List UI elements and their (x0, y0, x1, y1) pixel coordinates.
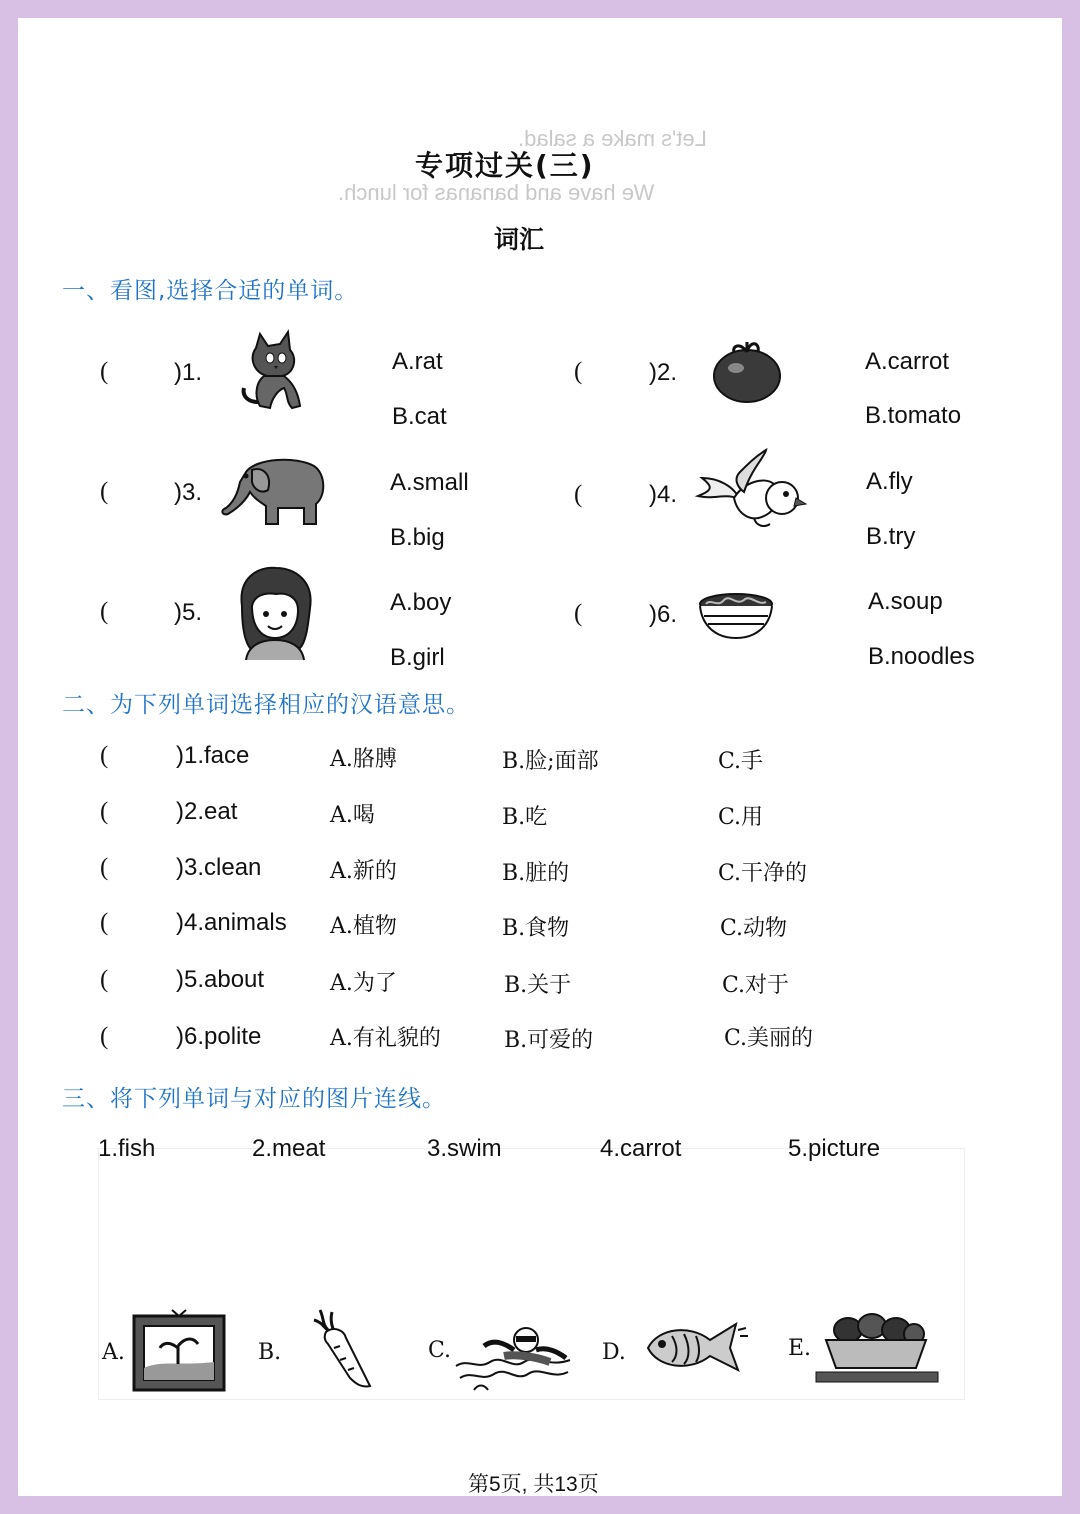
option-b: B.tomato (865, 402, 962, 429)
picture-label: B. (258, 1340, 282, 1365)
fish-icon (644, 1314, 748, 1378)
item-number: )5. (174, 599, 203, 626)
meaning-option-b: B.食物 (502, 916, 570, 941)
option-b: B.girl (390, 644, 445, 671)
item-number: )1. (174, 359, 203, 386)
option-b: B.noodles (868, 643, 975, 670)
option-a: A.carrot (865, 348, 950, 375)
match-word: 1.fish (98, 1135, 156, 1162)
vocab-word: )4.animals (176, 909, 287, 936)
option-a: A.small (390, 469, 469, 496)
answer-paren: ( (100, 742, 109, 769)
meaning-option-a: A.为了 (330, 971, 397, 996)
section1-heading: 一、看图,选择合适的单词。 (62, 278, 359, 304)
worksheet-page (18, 18, 1062, 1496)
bleed-through-text: Let's make a salad. (518, 126, 707, 151)
option-a: A.boy (390, 589, 452, 616)
meaning-option-b: B.关于 (504, 973, 572, 998)
framed-picture-icon (132, 1310, 226, 1392)
match-word: 4.carrot (600, 1135, 682, 1162)
meaning-option-c: C.干净的 (718, 861, 808, 886)
picture-label: A. (102, 1340, 125, 1365)
swimmer-icon (454, 1310, 572, 1394)
option-a: A.fly (866, 468, 913, 495)
picture-label: C. (428, 1338, 452, 1363)
answer-paren: ( (574, 600, 583, 627)
answer-paren: ( (100, 966, 109, 993)
noodles-bowl-icon (698, 590, 774, 642)
section3-heading: 三、将下列单词与对应的图片连线。 (62, 1086, 446, 1112)
item-number: )3. (174, 479, 203, 506)
section2-heading: 二、为下列单词选择相应的汉语意思。 (62, 692, 470, 718)
cat-icon (234, 330, 314, 414)
match-word: 2.meat (252, 1135, 326, 1162)
page-number: 第5页, 共13页 (468, 1473, 599, 1496)
vocab-word: )5.about (176, 966, 265, 993)
page-subtitle: 词汇 (494, 225, 545, 254)
answer-paren: ( (100, 598, 109, 625)
answer-paren: ( (100, 1023, 109, 1050)
meaning-option-a: A.新的 (330, 859, 397, 884)
carrot-icon (310, 1308, 374, 1390)
tomato-icon (712, 338, 782, 404)
meaning-option-a: A.有礼貌的 (330, 1026, 441, 1051)
answer-paren: ( (100, 854, 109, 881)
meat-bowl-icon (816, 1312, 938, 1384)
answer-paren: ( (574, 358, 583, 385)
match-word: 5.picture (788, 1135, 881, 1162)
meaning-option-c: C.美丽的 (724, 1026, 814, 1051)
meaning-option-b: B.可爱的 (504, 1028, 594, 1053)
answer-paren: ( (100, 478, 109, 505)
meaning-option-a: A.胳膊 (330, 747, 397, 772)
bird-icon (694, 448, 806, 532)
option-b: B.cat (392, 403, 447, 430)
vocab-word: )1.face (176, 742, 250, 769)
item-number: )6. (649, 601, 678, 628)
picture-label: D. (602, 1340, 626, 1365)
answer-paren: ( (100, 358, 109, 385)
meaning-option-c: C.动物 (720, 916, 788, 941)
option-a: A.soup (868, 588, 943, 615)
answer-paren: ( (100, 798, 109, 825)
bleed-through-text: We have and bananas for lunch. (338, 180, 655, 205)
vocab-word: )2.eat (176, 798, 238, 825)
vocab-word: )3.clean (176, 854, 262, 881)
elephant-icon (216, 452, 328, 528)
meaning-option-b: B.吃 (502, 805, 548, 830)
meaning-option-b: B.脏的 (502, 861, 570, 886)
picture-label: E. (788, 1336, 812, 1361)
answer-paren: ( (100, 909, 109, 936)
item-number: )2. (649, 359, 678, 386)
meaning-option-b: B.脸;面部 (502, 749, 599, 774)
item-number: )4. (649, 481, 678, 508)
girl-icon (234, 566, 316, 660)
answer-paren: ( (574, 481, 583, 508)
option-b: B.big (390, 524, 445, 551)
vocab-word: )6.polite (176, 1023, 262, 1050)
option-a: A.rat (392, 348, 443, 375)
meaning-option-c: C.对于 (722, 973, 790, 998)
meaning-option-c: C.手 (718, 749, 764, 774)
match-word: 3.swim (427, 1135, 502, 1162)
meaning-option-a: A.植物 (330, 914, 397, 939)
meaning-option-a: A.喝 (330, 803, 375, 828)
option-b: B.try (866, 523, 916, 550)
meaning-option-c: C.用 (718, 805, 764, 830)
page-title: 专项过关(三) (415, 149, 595, 182)
